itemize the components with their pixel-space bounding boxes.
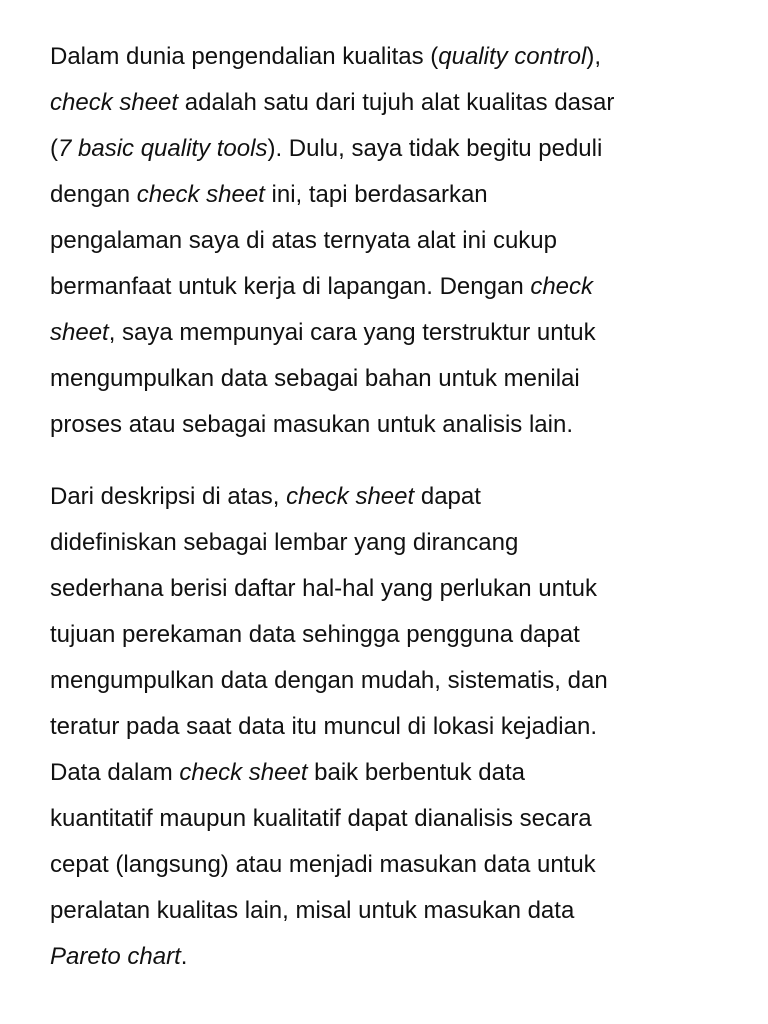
text-line xyxy=(50,704,740,750)
text-line xyxy=(50,356,740,402)
text-line xyxy=(50,402,740,448)
text-segment: cepat (langsung) atau menjadi masukan data untuk xyxy=(50,851,596,878)
text-line xyxy=(50,264,740,310)
article-body xyxy=(50,34,740,980)
text-segment: tujuan perekaman data sehingga pengguna dapat xyxy=(50,621,580,648)
text-line xyxy=(50,658,740,704)
text-segment: ini, tapi berdasarkan xyxy=(264,181,488,208)
italic-term: check sheet xyxy=(136,181,265,208)
text-segment: adalah satu dari tujuh alat kualitas dasar xyxy=(178,89,615,116)
text-segment: ( xyxy=(50,135,58,162)
italic-term: check sheet xyxy=(179,759,308,786)
text-segment: ). Dulu, saya tidak begitu peduli xyxy=(267,135,603,162)
text-segment: peralatan kualitas lain, misal untuk masukan data xyxy=(50,897,575,924)
text-line xyxy=(50,126,740,172)
text-segment: sederhana berisi daftar hal-hal yang perlukan untuk xyxy=(50,575,598,602)
italic-term: sheet xyxy=(50,319,109,346)
text-line xyxy=(50,612,740,658)
text-segment: Dari deskripsi di atas, xyxy=(50,483,287,510)
text-line xyxy=(50,34,740,80)
text-segment: . xyxy=(180,943,188,970)
text-line xyxy=(50,888,740,934)
text-segment: , saya mempunyai cara yang terstruktur untuk xyxy=(108,319,596,346)
text-segment: kuantitatif maupun kualitatif dapat dianalisis secara xyxy=(50,805,592,832)
text-segment: mengumpulkan data sebagai bahan untuk menilai xyxy=(50,365,580,392)
text-line xyxy=(50,520,740,566)
italic-term: quality control xyxy=(438,43,587,70)
text-segment: baik berbentuk data xyxy=(307,759,525,786)
text-segment: proses atau sebagai masukan untuk analisis lain. xyxy=(50,411,573,438)
text-line xyxy=(50,172,740,218)
text-segment: dengan xyxy=(50,181,137,208)
italic-term: check sheet xyxy=(50,89,179,116)
text-segment: didefiniskan sebagai lembar yang dirancang xyxy=(50,529,519,556)
text-segment: pengalaman saya di atas ternyata alat ini cukup xyxy=(50,227,557,254)
text-line xyxy=(50,80,740,126)
text-line xyxy=(50,474,740,520)
text-line xyxy=(50,310,740,356)
paragraph xyxy=(50,474,740,980)
text-segment: bermanfaat untuk kerja di lapangan. Dengan xyxy=(50,273,531,300)
italic-term: check xyxy=(530,273,594,300)
italic-term: check sheet xyxy=(286,483,415,510)
text-line xyxy=(50,750,740,796)
text-segment: mengumpulkan data dengan mudah, sistematis, dan xyxy=(50,667,608,694)
text-line xyxy=(50,842,740,888)
text-segment: teratur pada saat data itu muncul di lokasi kejadian. xyxy=(50,713,597,740)
text-line xyxy=(50,934,740,980)
text-line xyxy=(50,566,740,612)
italic-term: 7 basic quality tools xyxy=(58,135,268,162)
paragraph xyxy=(50,34,740,448)
text-segment: ), xyxy=(586,43,602,70)
text-segment: dapat xyxy=(414,483,481,510)
text-segment: Data dalam xyxy=(50,759,180,786)
text-line xyxy=(50,218,740,264)
text-line xyxy=(50,796,740,842)
italic-term: Pareto chart xyxy=(50,943,181,970)
text-segment: Dalam dunia pengendalian kualitas ( xyxy=(50,43,439,70)
